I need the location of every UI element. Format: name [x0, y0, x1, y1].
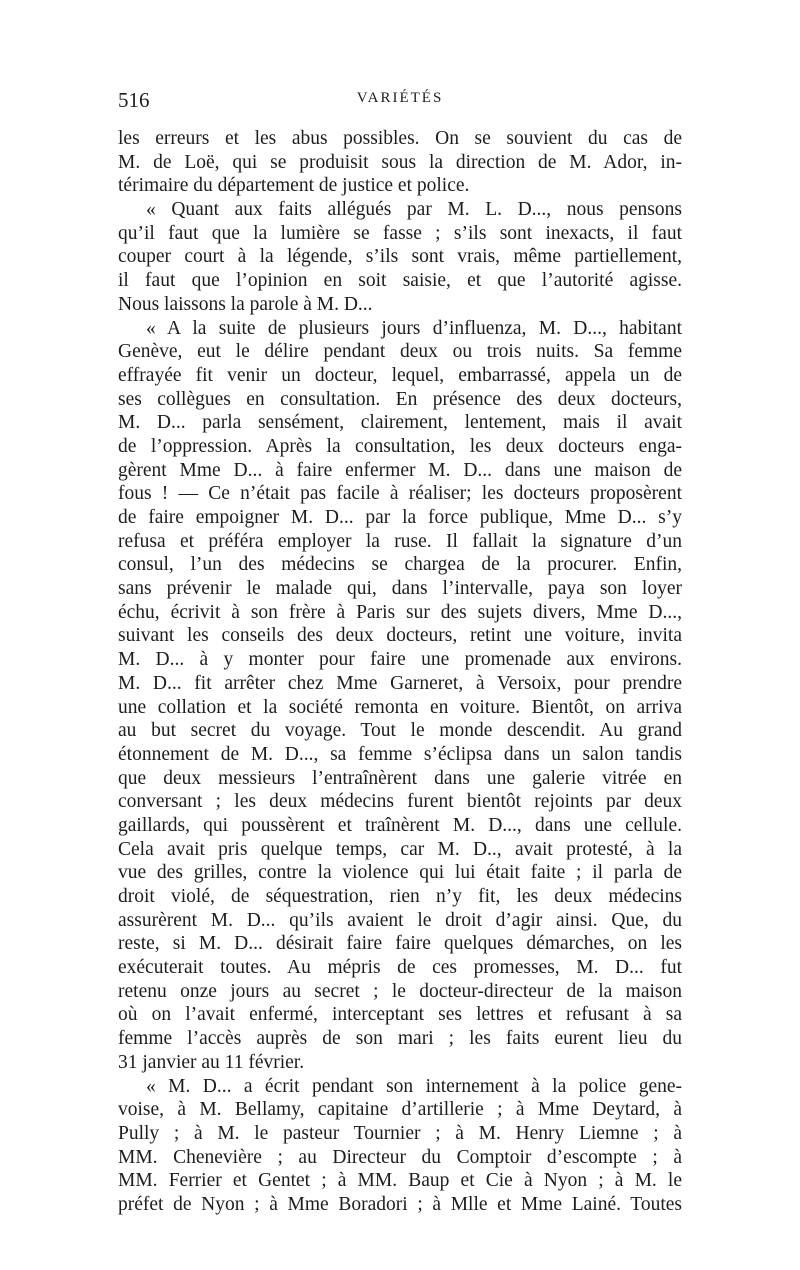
text-line: suivant les conseils des deux docteurs, retint une voiture, invita — [118, 625, 682, 647]
text-line: effrayée fit venir un docteur, lequel, embarrassé, appela un de — [118, 364, 682, 386]
text-line: préfet de Nyon ; à Mme Boradori ; à Mlle et Mme Lainé. Toutes — [118, 1193, 682, 1215]
text-line: Nous laissons la parole à M. D... — [118, 293, 373, 315]
text-line: « Quant aux faits allégués par M. L. D..., nous pensons — [146, 199, 682, 221]
text-line: M. de Loë, qui se produisit sous la direction de M. Ador, in- — [118, 151, 682, 173]
text-line: que deux messieurs l’entraînèrent dans une galerie vitrée en — [118, 767, 682, 789]
text-line: exécuterait toutes. Au mépris de ces promesses, M. D... fut — [118, 957, 682, 979]
text-line: consul, l’un des médecins se chargea de la procurer. Enfin, — [118, 554, 682, 576]
text-line: MM. Ferrier et Gentet ; à MM. Baup et Cie à Nyon ; à M. le — [118, 1170, 682, 1192]
text-line: Genève, eut le délire pendant deux ou trois nuits. Sa femme — [118, 341, 682, 363]
text-line: M. D... parla sensément, clairement, lentement, mais il avait — [118, 412, 682, 434]
text-line: « A la suite de plusieurs jours d’influenza, M. D..., habitant — [146, 317, 682, 339]
text-line: droit violé, de séquestration, rien n’y fit, les deux médecins — [118, 886, 682, 907]
page-header — [118, 88, 682, 116]
text-line: conversant ; les deux médecins furent bientôt rejoints par deux — [118, 791, 682, 813]
text-line: voise, à M. Bellamy, capitaine d’artillerie ; à Mme Deytard, à — [118, 1099, 682, 1121]
text-line: de faire empoigner M. D... par la force publique, Mme D... s’y — [118, 507, 682, 528]
text-line: qu’il faut que la lumière se fasse ; s’ils sont inexacts, il faut — [118, 222, 682, 244]
text-line: retenu onze jours au secret ; le docteur-directeur de la maison — [118, 980, 682, 1002]
text-line: couper court à la légende, s’ils sont vrais, même partiellement, — [118, 246, 682, 268]
text-line: MM. Chenevière ; au Directeur du Comptoir d’escompte ; à — [118, 1146, 682, 1168]
text-line: où on l’avait enfermé, interceptant ses lettres et refusant à sa — [118, 1004, 682, 1026]
text-line: une collation et la société remonta en voiture. Bientôt, on arriva — [118, 696, 682, 718]
text-line: au but secret du voyage. Tout le monde descendit. Au grand — [118, 720, 682, 742]
text-line: gaillards, qui poussèrent et traînèrent M. D..., dans une cellule. — [118, 814, 682, 836]
text-line: il faut que l’opinion en soit saisie, et que l’autorité agisse. — [118, 270, 682, 292]
text-line: refusa et préféra employer la ruse. Il fallait la signature d’un — [118, 530, 682, 552]
text-line: vue des grilles, contre la violence qui lui était faite ; il parla de — [118, 862, 682, 884]
text-line: M. D... à y monter pour faire une promenade aux environs. — [118, 649, 682, 671]
text-line: sans prévenir le malade qui, dans l’intervalle, paya son loyer — [118, 578, 682, 600]
text-line: échu, écrivit à son frère à Paris sur des sujets divers, Mme D..., — [118, 601, 682, 623]
body-text — [118, 127, 682, 1217]
text-line: fous ! — Ce n’était pas facile à réaliser; les docteurs proposèrent — [118, 483, 682, 505]
page-number: 516 — [118, 88, 150, 112]
text-line: étonnement de M. D..., sa femme s’éclipsa dans un salon tandis — [118, 743, 682, 765]
text-line: ses collègues en consultation. En présence des deux docteurs, — [118, 388, 682, 410]
text-line: « M. D... a écrit pendant son internement à la police gene- — [146, 1075, 682, 1097]
text-line: les erreurs et les abus possibles. On se souvient du cas de — [118, 128, 682, 149]
text-line: térimaire du département de justice et police. — [118, 175, 470, 197]
text-line: reste, si M. D... désirait faire faire quelques démarches, on les — [118, 933, 682, 955]
text-line: assurèrent M. D... qu’ils avaient le droit d’agir ainsi. Que, du — [118, 909, 682, 931]
running-head: VARIÉTÉS — [356, 90, 444, 106]
text-line: M. D... fit arrêter chez Mme Garneret, à Versoix, pour prendre — [118, 672, 682, 694]
text-line: Cela avait pris quelque temps, car M. D.., avait protesté, à la — [118, 838, 682, 860]
text-line: de l’oppression. Après la consultation, les deux docteurs enga- — [118, 435, 682, 457]
text-line: gèrent Mme D... à faire enfermer M. D... dans une maison de — [118, 459, 682, 481]
text-line: 31 janvier au 11 février. — [118, 1051, 305, 1073]
text-line: femme l’accès auprès de son mari ; les faits eurent lieu du — [118, 1028, 682, 1050]
text-line: Pully ; à M. le pasteur Tournier ; à M. Henry Liemne ; à — [118, 1122, 682, 1144]
